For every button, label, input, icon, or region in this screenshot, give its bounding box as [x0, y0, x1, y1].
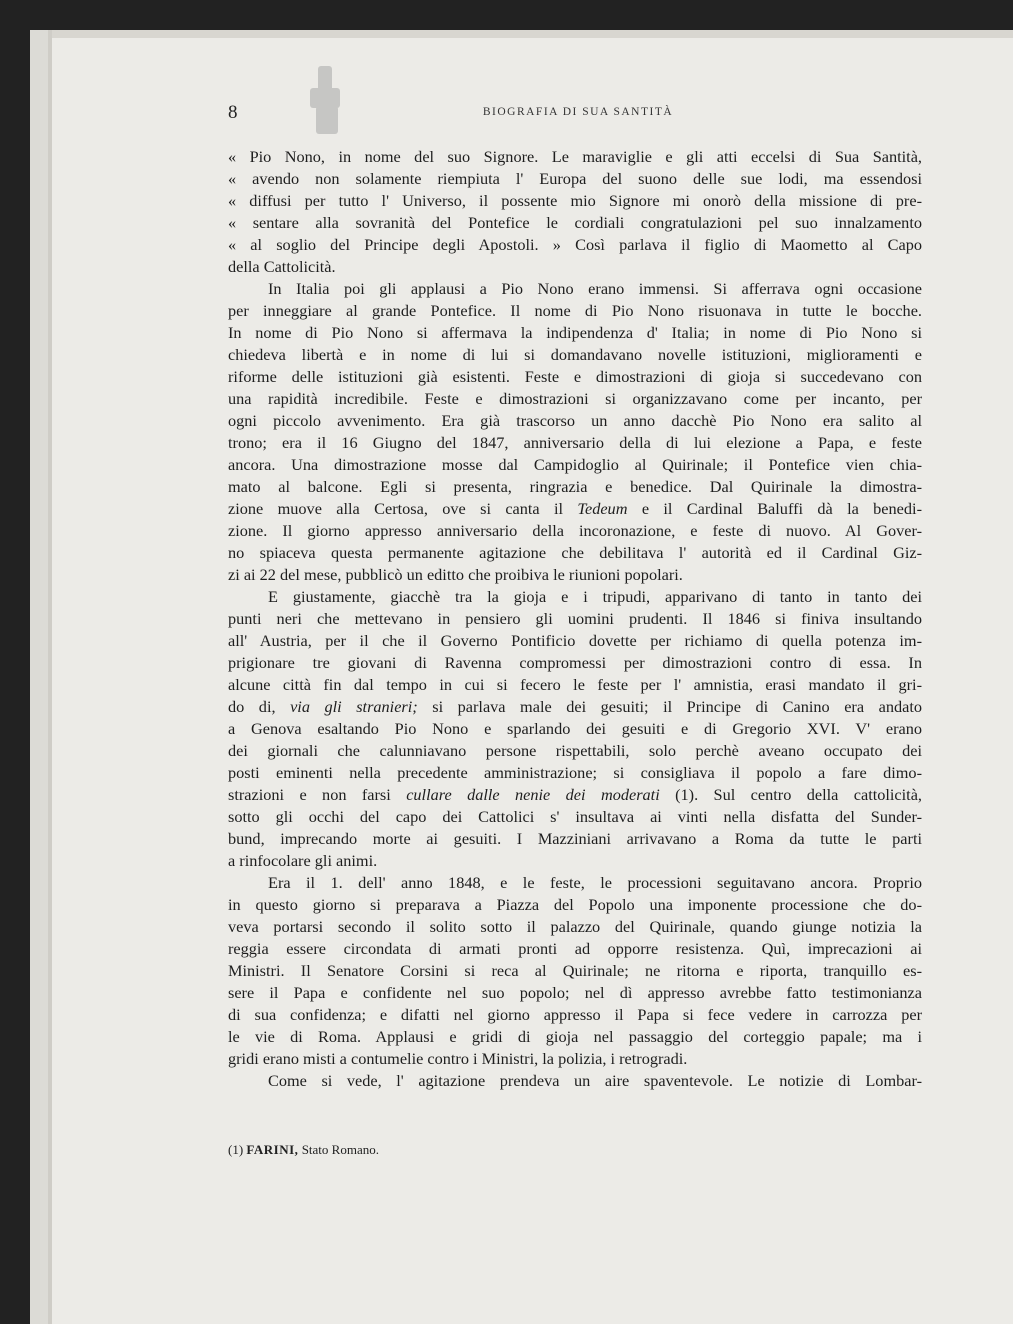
text-line [228, 696, 922, 718]
text-line: « Pio Nono, in nome del suo Signore. Le maraviglie e gli atti eccelsi di Sua Santità, [228, 147, 922, 166]
text-line: ancora. Una dimostrazione mosse dal Campidoglio al Quirinale; il Pontefice vien chia- [228, 455, 922, 474]
italic-text: via gli stranieri; [290, 697, 418, 716]
running-head: BIOGRAFIA DI SUA SANTITÀ [482, 106, 674, 118]
text-line: a Genova esaltando Pio Nono e sparlando dei gesuiti e di Gregorio XVI. V' erano [228, 719, 922, 738]
text-line: per inneggiare al grande Pontefice. Il nome di Pio Nono risuonava in tutte le bocche. [228, 301, 922, 320]
text-line: di sua confidenza; e difatti nel giorno appresso il Papa si fece vedere in carrozza per [228, 1005, 922, 1024]
body-text [228, 146, 922, 1092]
text-line: bund, imprecando morte ai gesuiti. I Mazziniani arrivavano a Roma da tutte le parti [228, 829, 922, 848]
footnote-title: Stato Romano. [301, 1142, 379, 1157]
text-line [228, 784, 922, 806]
text-segment: e il Cardinal Baluffi dà la benedi- [627, 499, 922, 518]
text-line: in questo giorno si preparava a Piazza del Popolo una imponente processione che do- [228, 895, 922, 914]
text-line: alcune città fin dal tempo in cui si fecero le feste per l' amnistia, erasi mandato il gri- [228, 675, 922, 694]
text-line: zi ai 22 del mese, pubblicò un editto che proibiva le riunioni popolari. [228, 565, 683, 584]
italic-text: Tedeum [577, 499, 628, 518]
text-line: punti neri che mettevano in pensiero gli uomini prudenti. Il 1846 si finiva insultando [228, 609, 922, 628]
text-line: zione. Il giorno appresso anniversario della incoronazione, e feste di nuovo. Al Gover- [228, 521, 922, 540]
footnote-marker: (1) [228, 1142, 244, 1157]
text-line: E giustamente, giacchè tra la gioja e i tripudi, apparivano di tanto in tanto dei [268, 587, 922, 606]
text-line: veva portarsi secondo il solito sotto il palazzo del Quirinale, quando giunge notizia la [228, 917, 922, 936]
text-line: trono; era il 16 Giugno del 1847, anniversario della di lui elezione a Papa, e feste [228, 433, 922, 452]
scan-top-band [30, 30, 1013, 38]
italic-text: cullare dalle nenie dei moderati [406, 785, 660, 804]
text-line: una rapidità incredibile. Feste e dimostrazioni si organizzavano come per incanto, per [228, 389, 922, 408]
text-line: le vie di Roma. Applausi e gridi di gioja nel passaggio del corteggio papale; ma i [228, 1027, 922, 1046]
text-line: Era il 1. dell' anno 1848, e le feste, le processioni seguitavano ancora. Proprio [268, 873, 922, 892]
text-segment: zione muove alla Certosa, ove si canta il [228, 499, 578, 518]
text-segment: do di, [228, 697, 291, 716]
text-line [228, 498, 922, 520]
page-gutter-shadow [48, 30, 52, 1324]
text-line: « diffusi per tutto l' Universo, il possente mio Signore mi onorò della missione di pre- [228, 191, 922, 210]
text-line: ogni piccolo avvenimento. Era già trascorso un anno dacchè Pio Nono era salito al [228, 411, 922, 430]
text-line: sere il Papa e confidente nel suo popolo; nel dì appresso avrebbe fatto testimonianza [228, 983, 922, 1002]
text-line: mato al balcone. Egli si presenta, ringrazia e benedice. Dal Quirinale la dimostra- [228, 477, 922, 496]
text-line: « sentare alla sovranità del Pontefice le cordiali congratulazioni pel suo innalzamento [228, 213, 922, 232]
text-line: In nome di Pio Nono si affermava la indipendenza d' Italia; in nome di Pio Nono si [228, 323, 922, 342]
footnote-author: FARINI, [246, 1142, 299, 1157]
text-line: della Cattolicità. [228, 257, 336, 276]
page-number: 8 [228, 102, 238, 123]
text-line: prigionare tre giovani di Ravenna compromessi per dimostrazioni contro di essa. In [228, 653, 922, 672]
page-gutter [30, 30, 48, 1324]
text-segment: si parlava male dei gesuiti; il Principe di Canino era andato [417, 697, 922, 716]
text-line: a rinfocolare gli animi. [228, 851, 378, 870]
text-line: Come si vede, l' agitazione prendeva un aire spaventevole. Le notizie di Lombar- [268, 1071, 922, 1090]
footnote [228, 1142, 379, 1158]
text-line: In Italia poi gli applausi a Pio Nono erano immensi. Si afferrava ogni occasione [268, 279, 922, 298]
text-segment: strazioni e non farsi [228, 785, 407, 804]
text-line: sotto gli occhi del capo dei Cattolici s' insultava ai vinti nella disfatta del Sunder- [228, 807, 922, 826]
text-line: no spiaceva questa permanente agitazione che debilitava l' autorità ed il Cardinal Giz- [228, 543, 922, 562]
text-line: chiedeva libertà e in nome di lui si domandavano novelle istituzioni, miglioramenti e [228, 345, 922, 364]
library-stamp-mark [308, 66, 344, 136]
page-header [228, 102, 928, 124]
text-segment: (1). Sul centro della cattolicità, [659, 785, 922, 804]
text-line: gridi erano misti a contumelie contro i Ministri, la polizia, i retrogradi. [228, 1049, 688, 1068]
text-line: all' Austria, per il che il Governo Pontificio dovette per richiamo di quella potenza im- [228, 631, 922, 650]
text-line: riforme delle istituzioni già esistenti. Feste e dimostrazioni di gioja si succedevano con [228, 367, 922, 386]
text-line: Ministri. Il Senatore Corsini si reca al Quirinale; ne ritorna e riporta, tranquillo es- [228, 961, 922, 980]
text-line: « al soglio del Principe degli Apostoli. » Così parlava il figlio di Maometto al Capo [228, 235, 922, 254]
text-line: dei giornali che calunniavano persone rispettabili, solo perchè aveano occupato dei [228, 741, 922, 760]
text-line: posti eminenti nella precedente amministrazione; si consigliava il popolo a fare dimo- [228, 763, 922, 782]
text-line: « avendo non solamente riempiuta l' Europa del suono delle sue lodi, ma essendosi [228, 169, 922, 188]
text-line: reggia essere circondata di armati pronti ad opporre resistenza. Quì, imprecazioni ai [228, 939, 922, 958]
